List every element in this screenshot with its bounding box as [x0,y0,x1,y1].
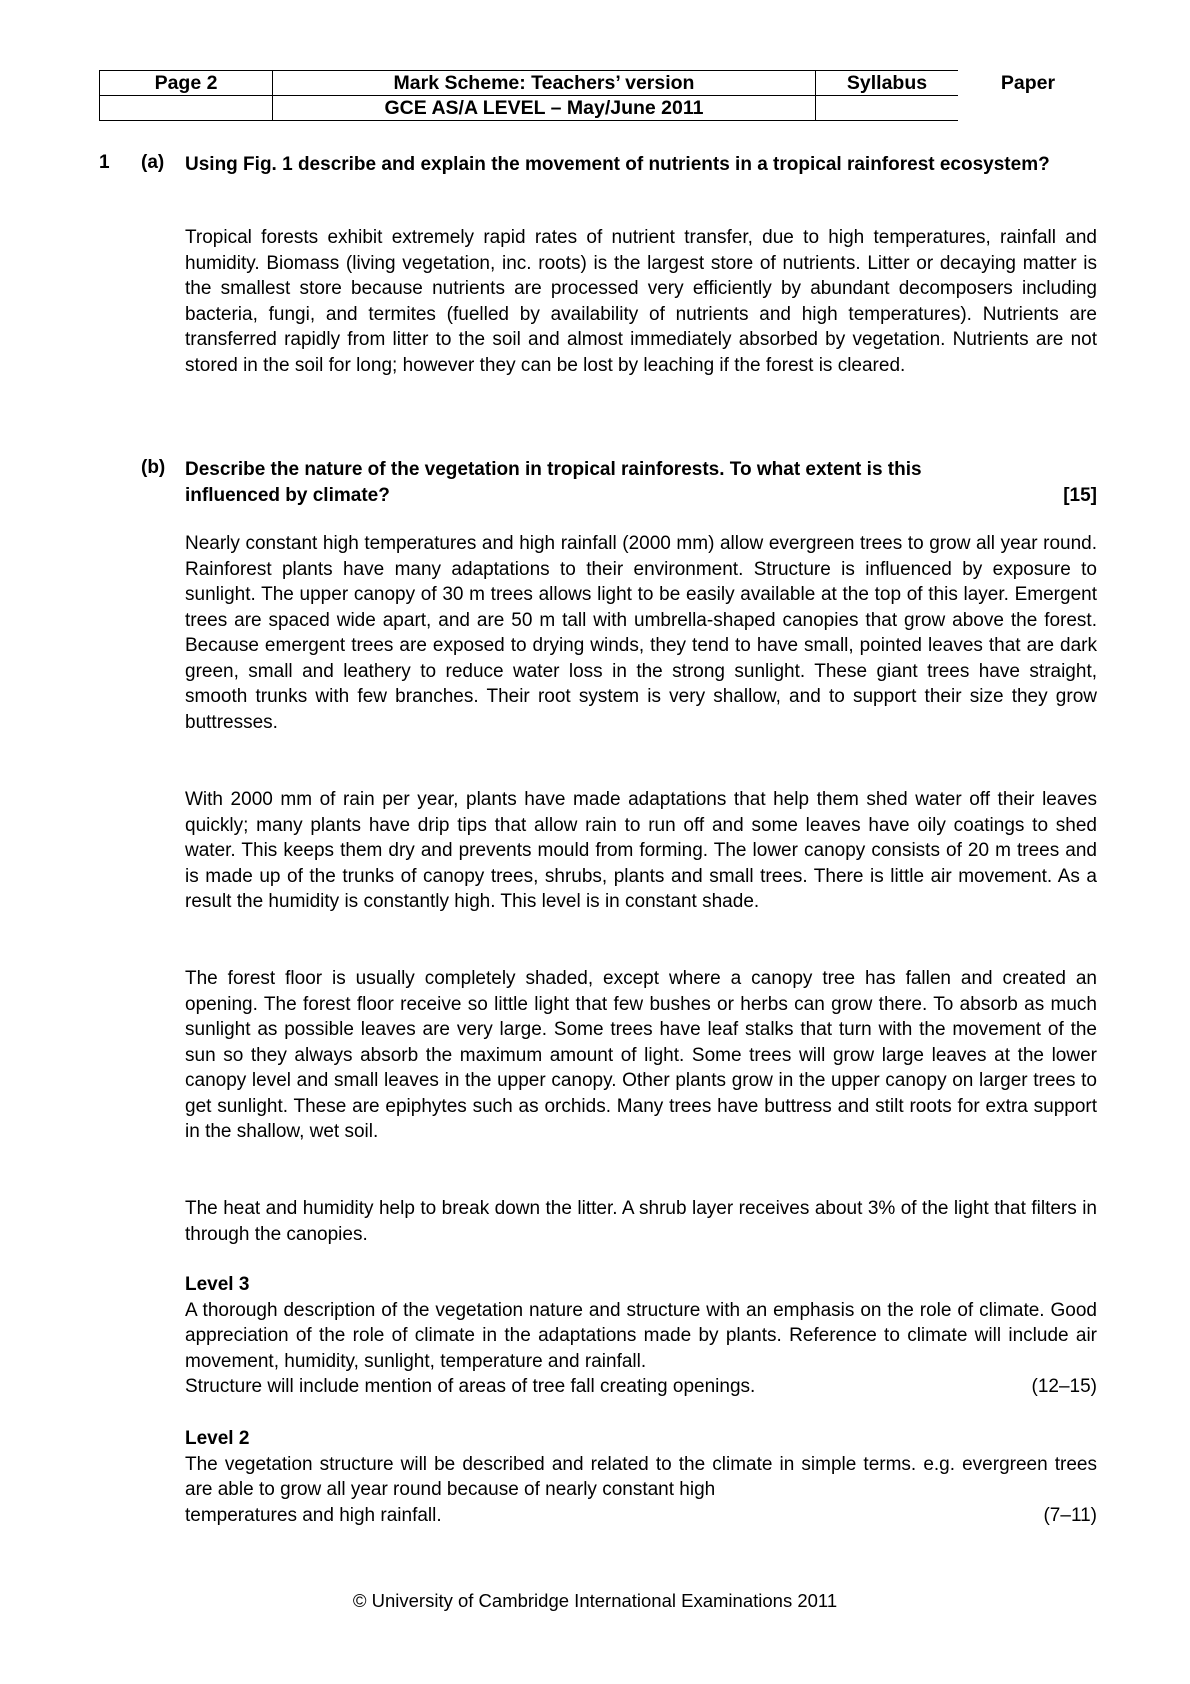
syllabus-label: Syllabus [816,71,959,96]
part-b-paragraph-4: The heat and humidity help to break down the litter. A shrub layer receives about 3% of the light that filters in through the canopies. [185,1198,1097,1245]
header-empty-cell [100,96,273,121]
level-3-marks: (12–15) [1031,1376,1097,1397]
level-3-last-line: Structure will include mention of areas of tree fall creating openings. [185,1376,756,1397]
part-b-paragraph-3: The forest floor is usually completely shaded, except where a canopy tree has fallen and created an opening. The forest floor receive so little light that few bushes or herbs can grow there. To absorb as much sunlight as possible leaves are very large. Some trees have leaf stalks that turn with the movement of the sun so they always absorb the maximum amount of light. Some trees will grow large leaves at the lower canopy level and small leaves in the upper canopy. Other plants grow in the upper canopy on larger trees to get sunlight. These are epiphytes such as orchids. Many trees have buttress and stilt roots for extra support in the shallow, wet soil. [185,968,1097,1142]
part-a-prompt: Using Fig. 1 describe and explain the movement of nutrients in a tropical rainforest ecosystem? [185,154,1050,175]
paper-label: Paper [1000,72,1056,94]
level-2-marks: (7–11) [1043,1504,1097,1526]
syllabus-value-cell [816,96,959,121]
paper-value-cell [958,96,1099,121]
part-b-paragraph-2: With 2000 mm of rain per year, plants have made adaptations that help them shed water off their leaves quickly; many plants have drip tips that allow rain to run off and some leaves have oily coatings to shed water. This keeps them dry and prevents mould from forming. The lower canopy consists of 20 m trees and is made up of the trunks of canopy trees, shrubs, plants and small trees. There is little air movement. As a result the humidity is constantly high. This level is in constant shade. [185,789,1097,912]
question-number: 1 [99,152,110,173]
level-2-last-line: temperatures and high rainfall. [185,1504,442,1526]
part-b-prompt [185,457,1097,508]
part-b-label: (b) [141,457,166,478]
part-b-paragraph-1: Nearly constant high temperatures and high rainfall (2000 mm) allow evergreen trees to grow all year round. Rainforest plants have many adaptations to their environment. Structure is influenced by exposure to sunlight. The upper canopy of 30 m trees allows light to be easily available at the top of this layer. Emergent trees are spaced wide apart, and are 50 m tall with umbrella-shaped canopies that grow above the forest. Because emergent trees are exposed to drying winds, they tend to have small, pointed leaves that are dark green, small and leathery to reduce water loss in the strong sunlight. These giant trees have straight, smooth trunks with few branches. Their root system is very shallow, and to support their size they grow buttresses. [185,533,1097,733]
part-a-answer: Tropical forests exhibit extremely rapid rates of nutrient transfer, due to high temperatures, rainfall and humidity. Biomass (living vegetation, inc. roots) is the largest store of nutrients. Litter or decaying matter is the smallest store because nutrients are processed very efficiently by abundant decomposers including bacteria, fungi, and termites (fuelled by availability of nutrients and high temperatures). Nutrients are transferred rapidly from litter to the soil and almost immediately absorbed by vegetation. Nutrients are not stored in the soil for long; however they can be lost by leaching if the forest is cleared. [185,227,1097,376]
header-table [99,70,1099,121]
level-2-title: Level 2 [185,1428,250,1449]
level-2-descriptor [185,1426,1097,1528]
level-3-title: Level 3 [185,1274,250,1295]
level-3-text: A thorough description of the vegetation nature and structure with an emphasis on the role of climate. Good appreciation of the role of climate in the adaptations made by plants. Reference to climate will include air movement, humidity, sunlight, temperature and rainfall. [185,1299,1097,1372]
level-2-text: The vegetation structure will be described and related to the climate in simple terms. e.g. evergreen trees are able to grow all year round because of nearly constant high [185,1453,1097,1500]
part-b-prompt-line2: influenced by climate? [185,484,390,506]
document-title: Mark Scheme: Teachers’ version [273,71,816,96]
copyright-footer: © University of Cambridge International Examinations 2011 [352,1590,838,1611]
part-b-marks: [15] [1063,484,1097,506]
level-3-descriptor [185,1272,1097,1400]
document-subtitle: GCE AS/A LEVEL – May/June 2011 [273,96,816,121]
part-b-prompt-line1: Describe the nature of the vegetation in tropical rainforests. To what extent is this [185,459,922,480]
page-number: Page 2 [100,71,273,96]
part-a-label: (a) [141,152,165,173]
